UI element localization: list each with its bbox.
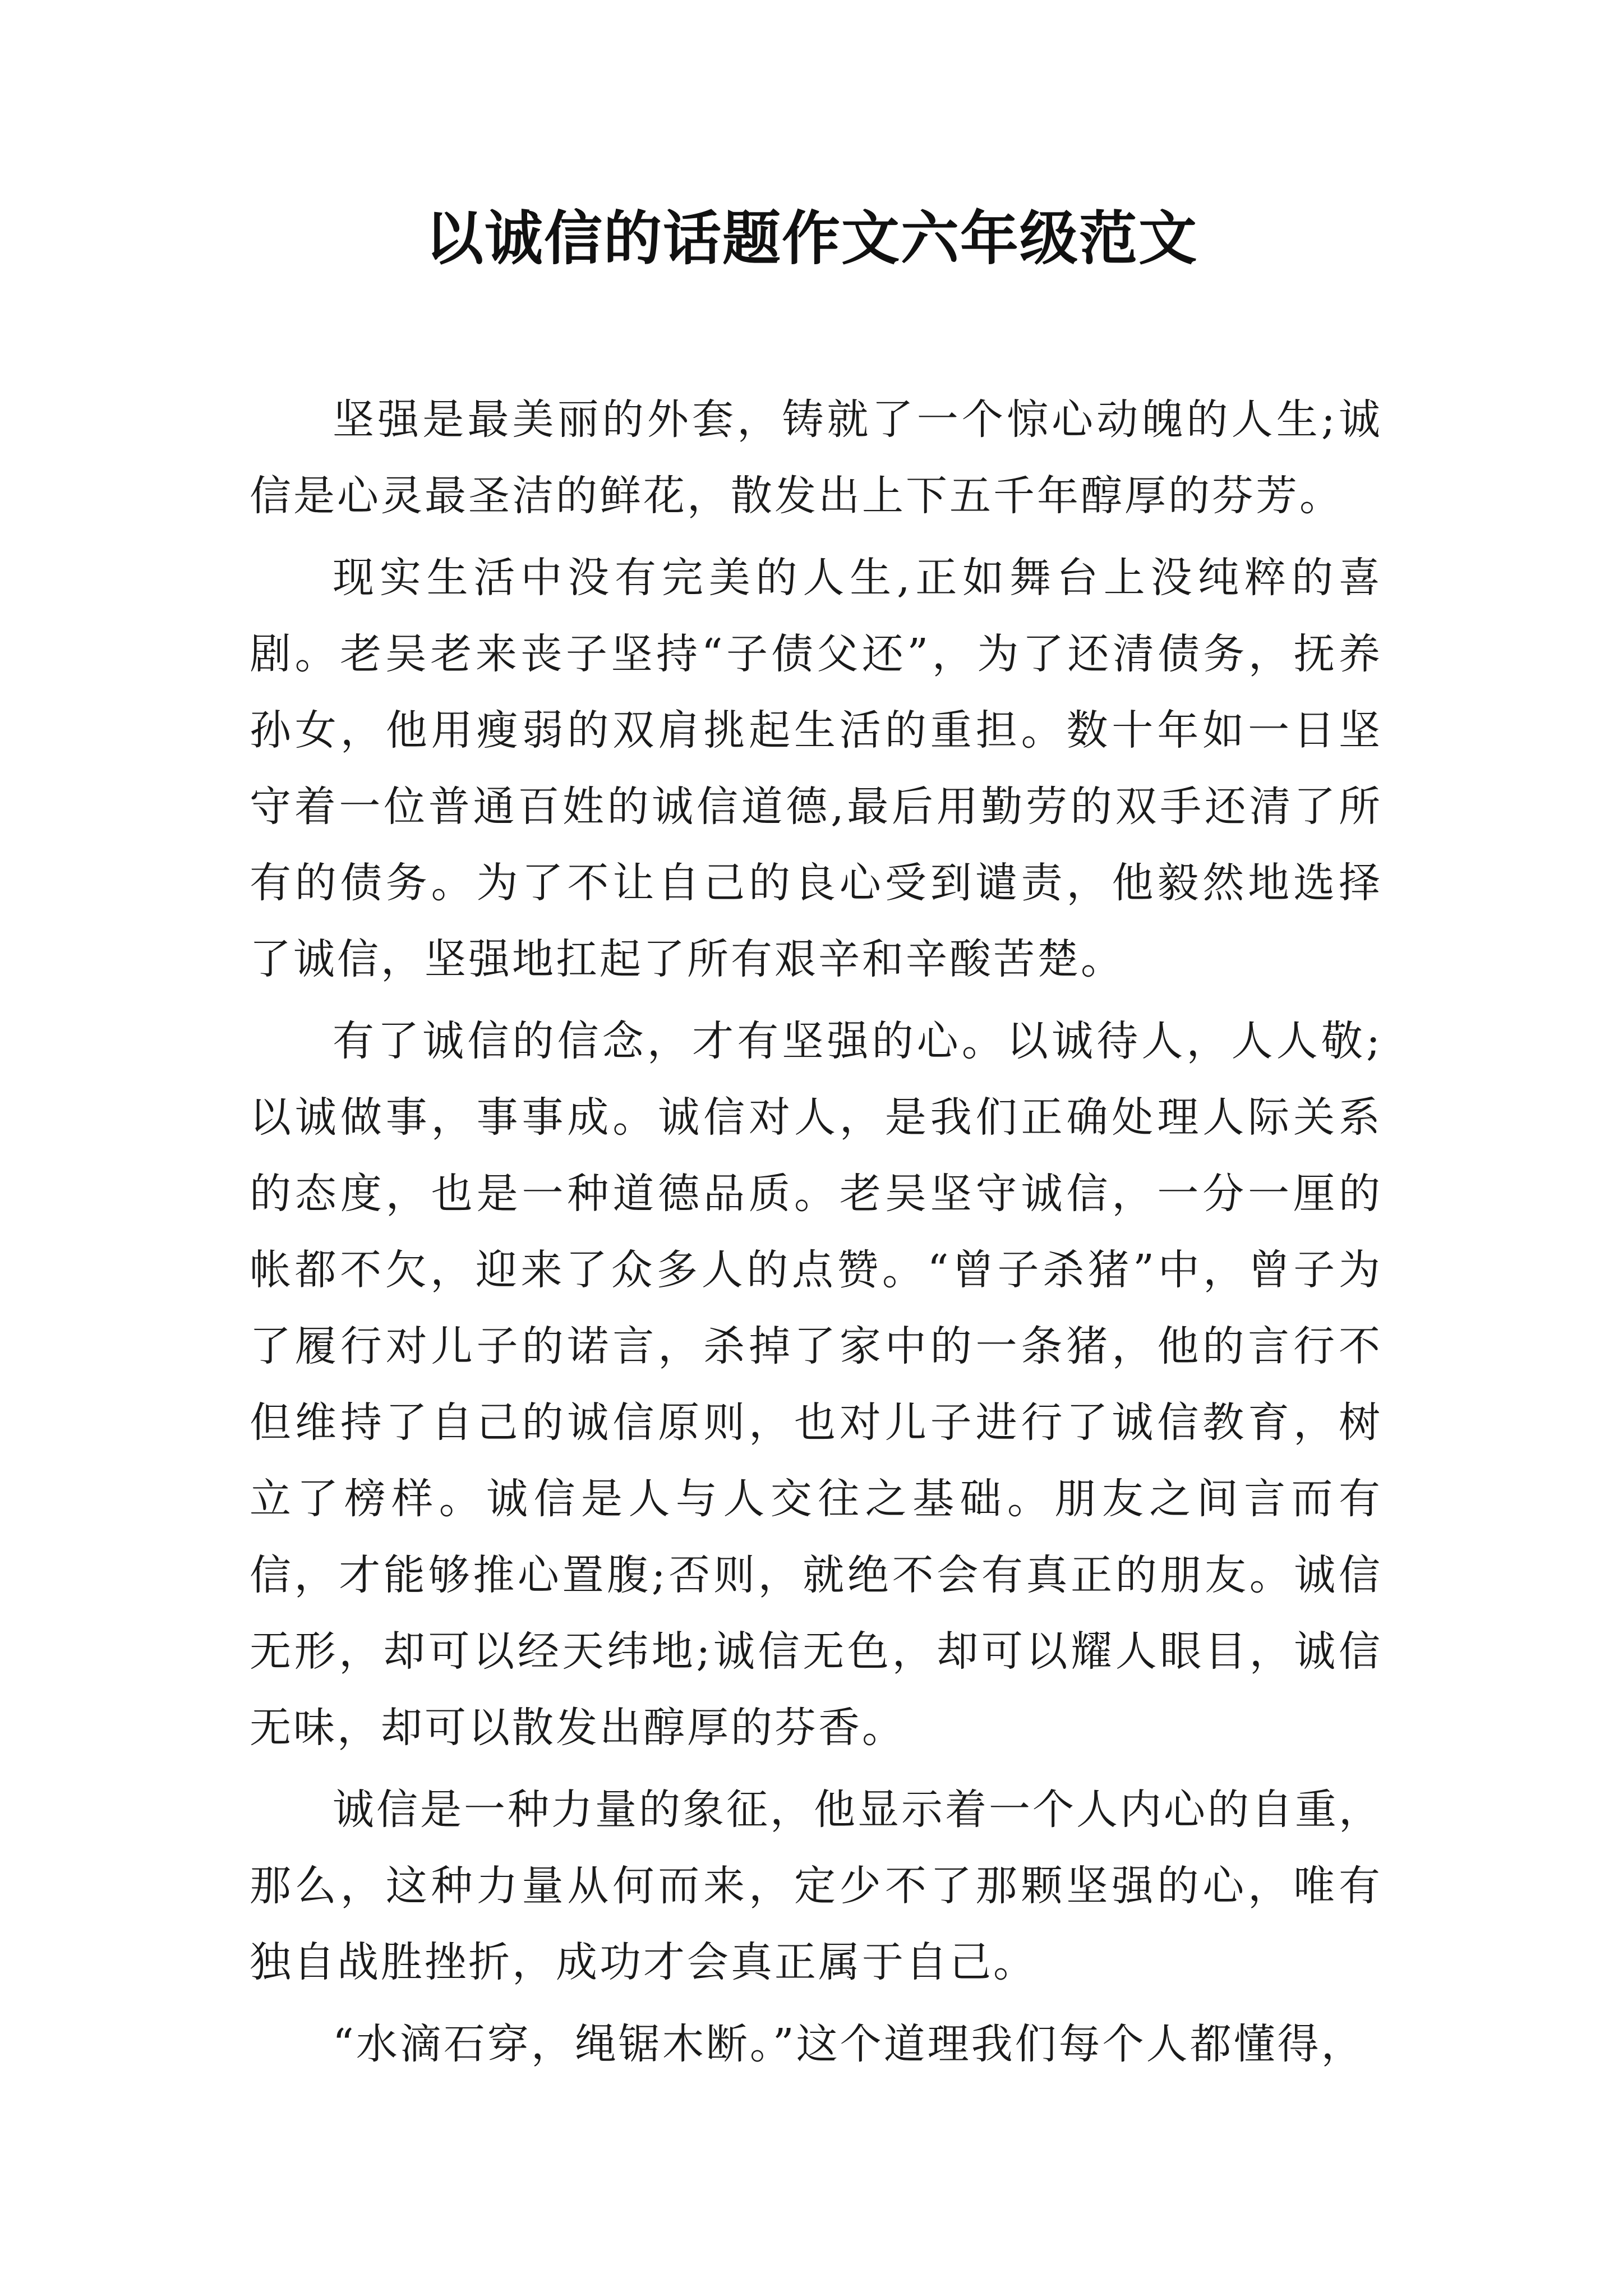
paragraph-4: 诚信是一种力量的象征，他显示着一个人内心的自重，那么，这种力量从何而来，定少不了那颗坚强的心，唯有独自战胜挫折，成功才会真正属于自己。 [250,1786,1382,1986]
document-title: 以诚信的话题作文六年级范文 [425,204,1198,273]
paragraph-3: 有了诚信的信念，才有坚强的心。以诚待人，人人敬;以诚做事，事事成。诚信对人，是我们正确处理人际关系的态度，也是一种道德品质。老吴坚守诚信，一分一厘的帐都不欠，迎来了众多人的点赞。“曾子杀猪”中，曾子为了履行对儿子的诺言，杀掉了家中的一条猪，他的言行不但维持了自己的诚信原则，也对儿子进行了诚信教育，树立了榜样。诚信是人与人交往之基础。朋友之间言而有信，才能够推心置腹;否则，就绝不会有真正的朋友。诚信无形，却可以经天纬地;诚信无色，却可以耀人眼目，诚信无味，却可以散发出醇厚的芬香。 [250,1017,1382,1752]
document-body [250,381,1382,2088]
paragraph-2: 现实生活中没有完美的人生,正如舞台上没纯粹的喜剧。老吴老来丧子坚持“子债父还”，为了还清债务，抚养孙女，他用瘦弱的双肩挑起生活的重担。数十年如一日坚守着一位普通百姓的诚信道德,最后用勤劳的双手还清了所有的债务。为了不让自己的良心受到谴责，他毅然地选择了诚信，坚强地扛起了所有艰辛和辛酸苦楚。 [250,554,1382,983]
paragraph-5: “水滴石穿，绳锯木断。”这个道理我们每个人都懂得， [333,2020,1365,2068]
paragraph-1: 坚强是最美丽的外套，铸就了一个惊心动魄的人生;诚信是心灵最圣洁的鲜花，散发出上下五千年醇厚的芬芳。 [250,395,1382,520]
